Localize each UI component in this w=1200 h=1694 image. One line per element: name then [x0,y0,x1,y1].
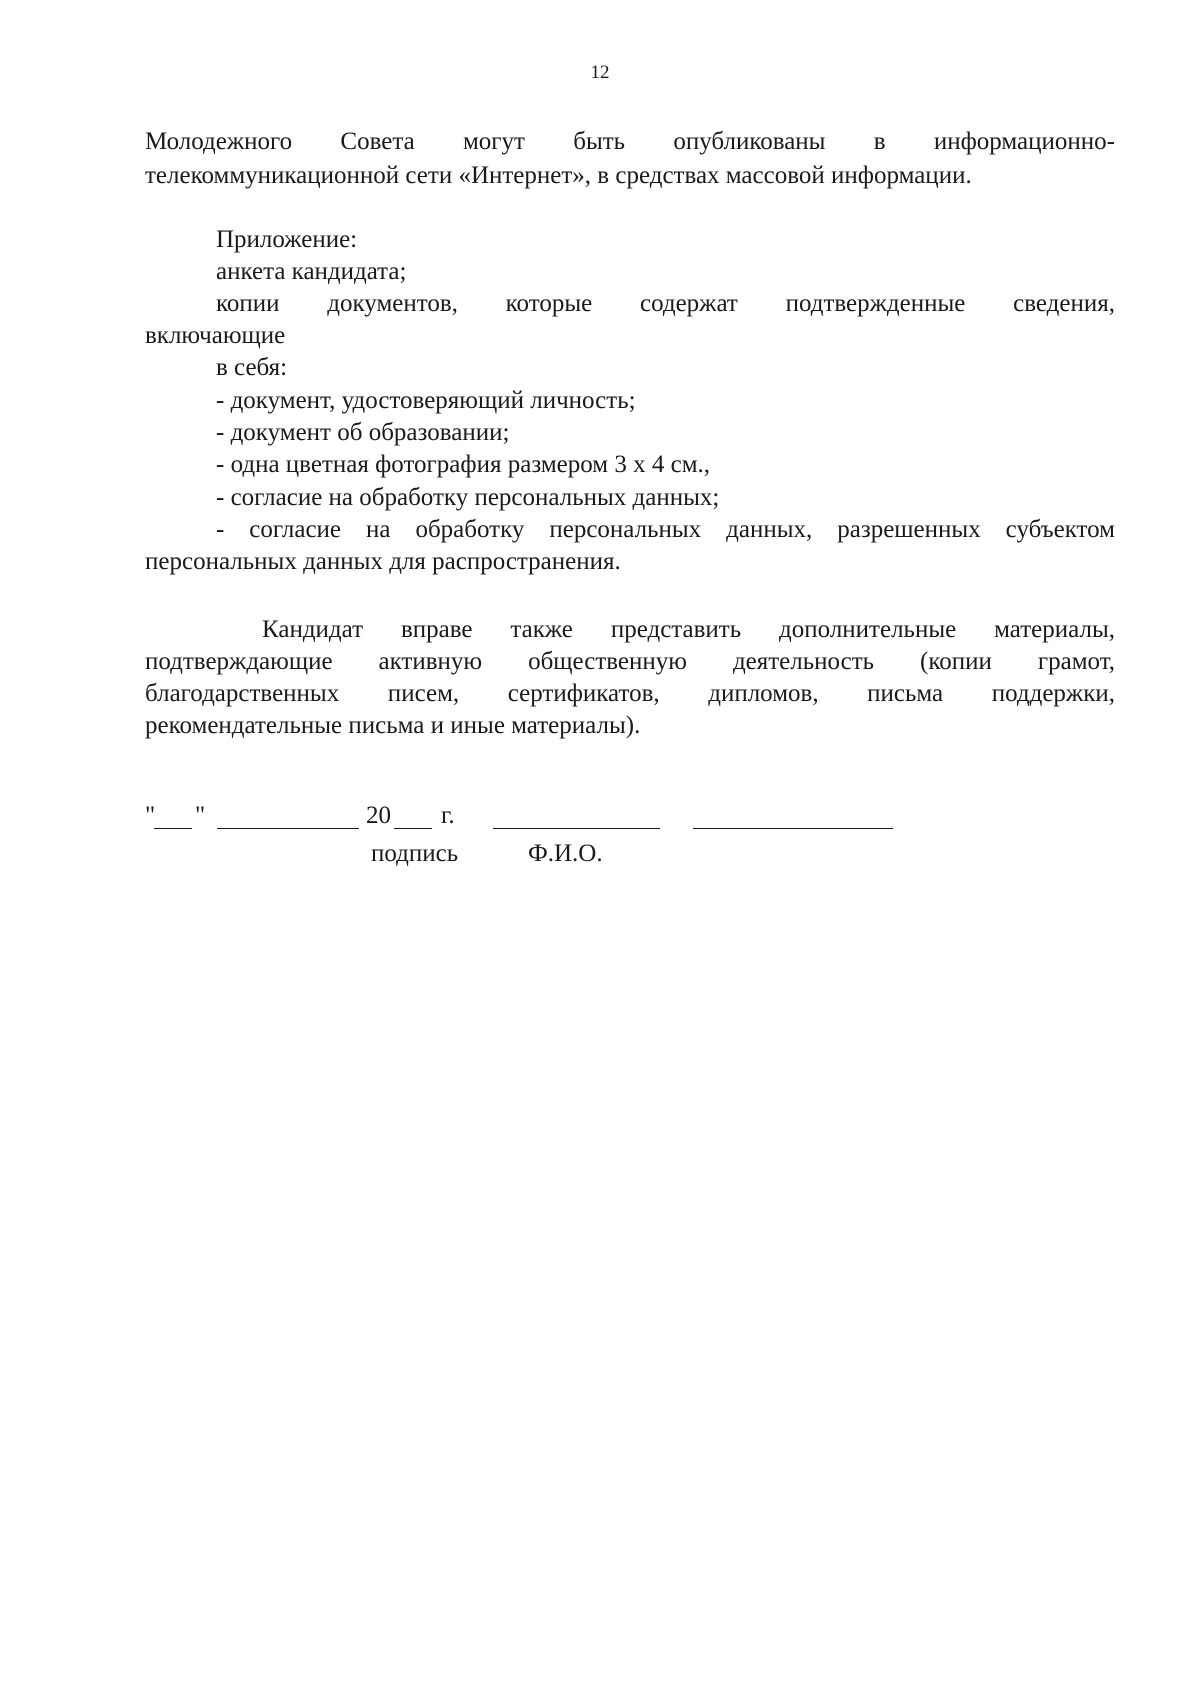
date-quote-close: " [195,802,206,829]
signature-blank[interactable] [493,828,660,829]
signature-label: подпись [371,840,459,867]
appendix-sub-consent-distribution-line1: - согласие на обработку персональных данных, разрешенных субъектом [216,516,1115,543]
month-blank[interactable] [217,828,359,829]
full-name-label: Ф.И.О. [528,840,603,867]
paragraph1-line1: Молодежного Совета могут быть опубликованы в информационно- [145,128,1115,155]
appendix-item-questionnaire: анкета кандидата; [216,258,407,285]
paragraph2-line3: благодарственных писем, сертификатов, дипломов, письма поддержки, [145,680,1115,707]
paragraph1-line2: телекоммуникационной сети «Интернет», в средствах массовой информации. [145,162,972,189]
page-number: 12 [590,62,610,83]
full-name-blank[interactable] [693,828,893,829]
appendix-sub-consent: - согласие на обработку персональных данных; [216,484,720,511]
appendix-item-copies-line3: в себя: [216,354,288,381]
year-suffix: г. [441,802,455,829]
paragraph2-line1: Кандидат вправе также представить дополнительные материалы, [262,616,1115,643]
appendix-sub-education-document: - документ об образовании; [216,419,510,446]
paragraph2-line4: рекомендательные письма и иные материалы). [145,712,641,739]
day-blank[interactable] [154,828,192,829]
year-prefix: 20 [366,802,391,829]
appendix-item-copies-line1: копии документов, которые содержат подтвержденные сведения, [216,290,1115,317]
paragraph2-line2: подтверждающие активную общественную деятельность (копии грамот, [145,648,1115,675]
year-blank[interactable] [394,828,432,829]
date-quote-open: " [145,802,156,829]
appendix-sub-id-document: - документ, удостоверяющий личность; [216,387,636,414]
signature-date-row [145,802,945,836]
appendix-heading: Приложение: [216,226,358,253]
appendix-sub-consent-distribution-line2: персональных данных для распространения. [145,548,621,575]
appendix-item-copies-line2: включающие [145,322,286,349]
appendix-sub-photo: - одна цветная фотография размером 3 х 4 см., [216,451,711,478]
